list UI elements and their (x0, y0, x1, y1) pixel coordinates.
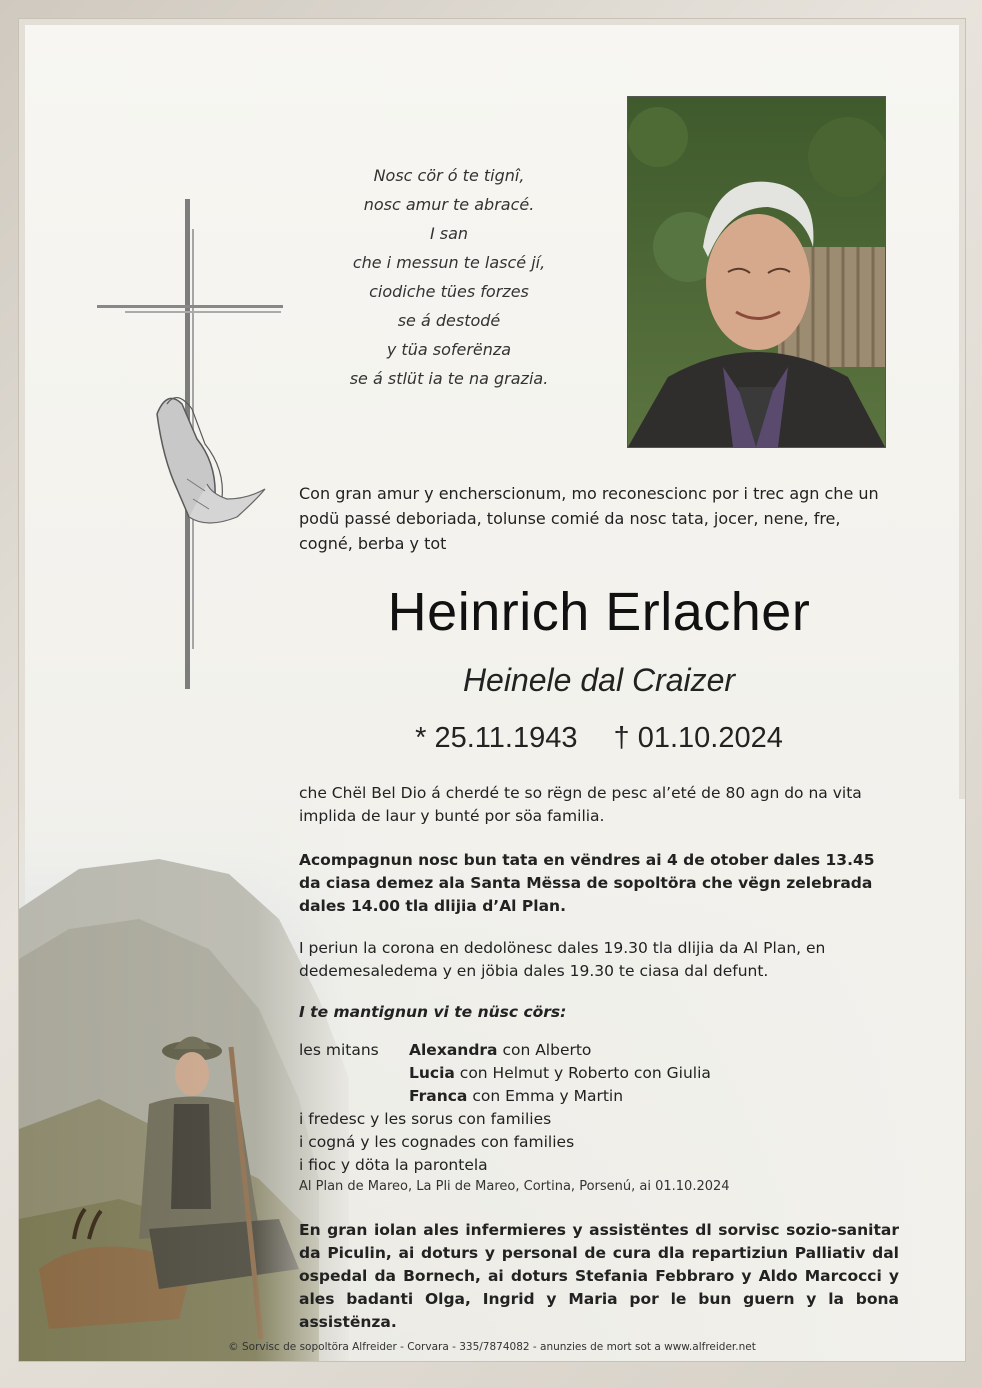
mourner-line: i cogná y les cognades con families (299, 1133, 575, 1151)
intro-text: Con gran amur y encherscionum, mo reconescionc por i trec agn che un podü passé deboriada, tolunse comié da nosc tata, jocer, nene, fre, cogné, berba y tot (299, 484, 879, 553)
mourners-list (299, 1039, 899, 1177)
rosary-info-text: I periun la corona en dedolönesc dales 19.30 tla dlijia da Al Plan, en dedemesaledema y en jöbia dales 19.30 te ciasa dal defunt. (299, 939, 826, 980)
poem-line: se á destodé (397, 311, 501, 330)
child-name: Alexandra (409, 1041, 498, 1059)
obituary-card (18, 18, 966, 1362)
mourners-heading: I te mantignun vi te nüsc cörs: (299, 1003, 567, 1021)
poem-line: nosc amur te abracé. (363, 195, 535, 214)
mourner-row (299, 1085, 899, 1108)
poem-line: I san (429, 224, 469, 243)
thanks-text: En gran iolan ales infermieres y assistëntes dl sorvisc sozio-sanitar da Piculin, ai doturs y personal de cura dla repartiziun Palliativ dal ospedal da Bornech, ai doturs Stefania Febbraro y Aldo Marcocci y ales badanti Olga, Ingrid y Maria por le bun guern y la bona assistënza. (299, 1221, 899, 1331)
mourner-line: i fredesc y les sorus con families (299, 1110, 552, 1128)
child-family: con Helmut y Roberto con Giulia (454, 1064, 711, 1082)
mourner-group-label: les mitans (299, 1041, 379, 1059)
poem-line: che i messun te lascé jí, (352, 253, 546, 272)
death-date: † 01.10.2024 (613, 722, 783, 754)
cross-praying-hands-icon (97, 199, 283, 689)
life-dates (299, 722, 899, 755)
mourner-row (299, 1062, 899, 1085)
funeral-info-text: Acompagnun nosc bun tata en vëndres ai 4 de otober dales 13.45 da ciasa demez ala Santa Mëssa de sopoltöra che vëgn zelebrada dales 14.00 tla dlijia d’Al Plan. (299, 851, 875, 915)
poem-line: ciodiche tües forzes (369, 282, 529, 301)
mourner-row (299, 1039, 899, 1062)
poem-line: Nosc cör ó te tignî, (373, 166, 525, 185)
mourner-line: i fioc y döta la parontela (299, 1156, 488, 1174)
child-family: con Emma y Martin (467, 1087, 624, 1105)
child-name: Lucia (409, 1064, 455, 1082)
deceased-nickname: Heinele dal Craizer (462, 662, 736, 698)
poem (319, 161, 579, 393)
deceased-name: Heinrich Erlacher (387, 582, 811, 642)
poem-line: y tüa soferënza (386, 340, 512, 359)
birth-date: * 25.11.1943 (415, 722, 578, 754)
death-notice-text: che Chël Bel Dio á cherdé te so rëgn de pesc al’eté de 80 agn do na vita implida de laur y bunté por söa familia. (299, 784, 862, 825)
place-date: Al Plan de Mareo, La Pli de Mareo, Cortina, Porsenú, ai 01.10.2024 (299, 1179, 730, 1194)
child-name: Franca (409, 1087, 468, 1105)
child-family: con Alberto (497, 1041, 592, 1059)
footer-credit: © Sorvisc de sopoltöra Alfreider - Corvara - 335/7874082 - anunzies de mort sot a www.alfreider.net (228, 1341, 756, 1353)
portrait-photo (627, 96, 886, 448)
poem-line: se á stlüt ia te na grazia. (349, 369, 549, 388)
